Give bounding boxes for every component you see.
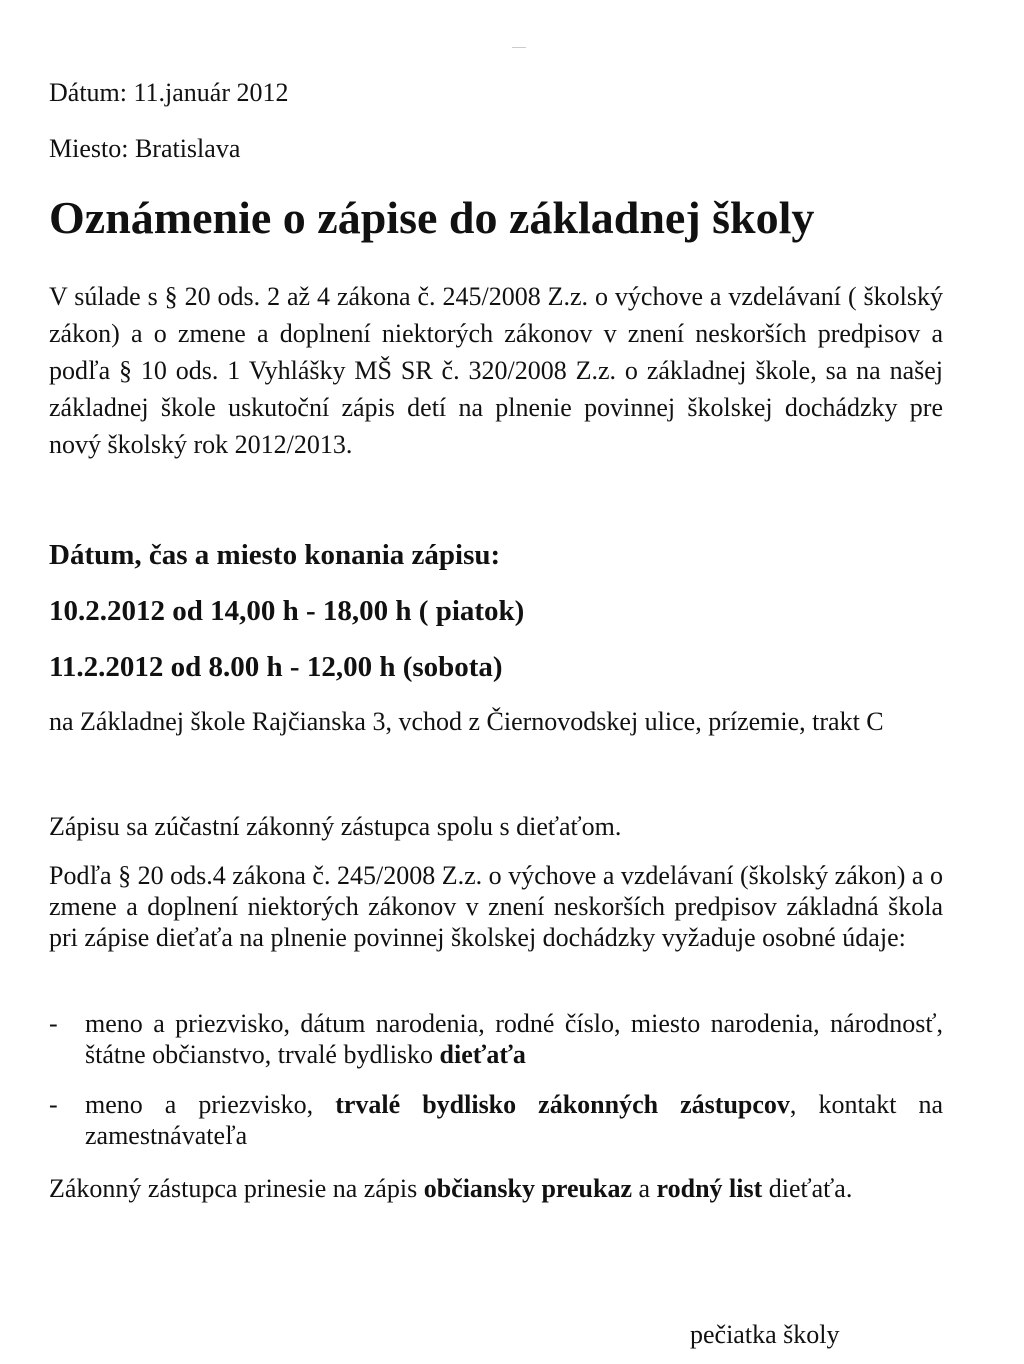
page-title: Oznámenie o zápise do základnej školy	[49, 192, 815, 243]
place-line: Miesto: Bratislava	[49, 134, 241, 163]
closing-sentence	[49, 1174, 852, 1204]
list-item-text	[85, 1089, 943, 1151]
scan-speck	[512, 47, 526, 48]
school-stamp-label: pečiatka školy	[690, 1320, 840, 1349]
closing-bold-id-card: občiansky preukaz	[423, 1174, 632, 1203]
schedule-location: na Základnej škole Rajčianska 3, vchod z Čiernovodskej ulice, prízemie, trakt C	[49, 707, 884, 736]
attendance-note: Zápisu sa zúčastní zákonný zástupca spolu s dieťaťom.	[49, 812, 622, 841]
intro-paragraph: V súlade s § 20 ods. 2 až 4 zákona č. 245/2008 Z.z. o výchove a vzdelávaní ( školský zákon) a o zmene a doplnení niektorých zákonov v znení neskorších predpisov a podľa § 10 ods. 1 Vyhlášky MŠ SR č. 320/2008 Z.z. o základnej škole, sa na našej základnej škole uskutoční zápis detí na plnenie povinnej školskej dochádzky pre nový školský rok 2012/2013.	[49, 282, 943, 459]
list-dash: -	[49, 1090, 58, 1119]
list-item-plain: meno a priezvisko,	[85, 1090, 336, 1119]
closing-part-3: dieťaťa.	[762, 1174, 853, 1203]
schedule-heading: Dátum, čas a miesto konania zápisu:	[49, 539, 501, 571]
list-item-tail: , kontakt na zamestnávateľa	[85, 1090, 943, 1150]
list-item	[49, 1089, 943, 1151]
list-item-bold: trvalé bydlisko zákonných zástupcov	[335, 1090, 790, 1119]
list-item	[49, 1008, 943, 1070]
closing-part-2: a	[632, 1174, 657, 1203]
list-item-bold: dieťaťa	[439, 1040, 526, 1069]
schedule-slot-2: 11.2.2012 od 8.00 h - 12,00 h (sobota)	[49, 651, 503, 683]
list-item-text	[85, 1008, 943, 1070]
schedule-slot-1: 10.2.2012 od 14,00 h - 18,00 h ( piatok)	[49, 595, 525, 627]
closing-part-1: Zákonný zástupca prinesie na zápis	[49, 1174, 424, 1203]
closing-bold-birth-certificate: rodný list	[656, 1174, 763, 1203]
list-dash: -	[49, 1009, 58, 1038]
date-line: Dátum: 11.január 2012	[49, 78, 289, 107]
requirements-paragraph: Podľa § 20 ods.4 zákona č. 245/2008 Z.z. o výchove a vzdelávaní (školský zákon) a o zmene a doplnení niektorých zákonov v znení neskorších predpisov základná škola pri zápise dieťaťa na plnenie povinnej školskej dochádzky vyžaduje osobné údaje:	[49, 861, 943, 952]
list-item-plain: meno a priezvisko, dátum narodenia, rodné číslo, miesto narodenia, národnosť, štátne občianstvo, trvalé bydlisko	[85, 1009, 943, 1069]
